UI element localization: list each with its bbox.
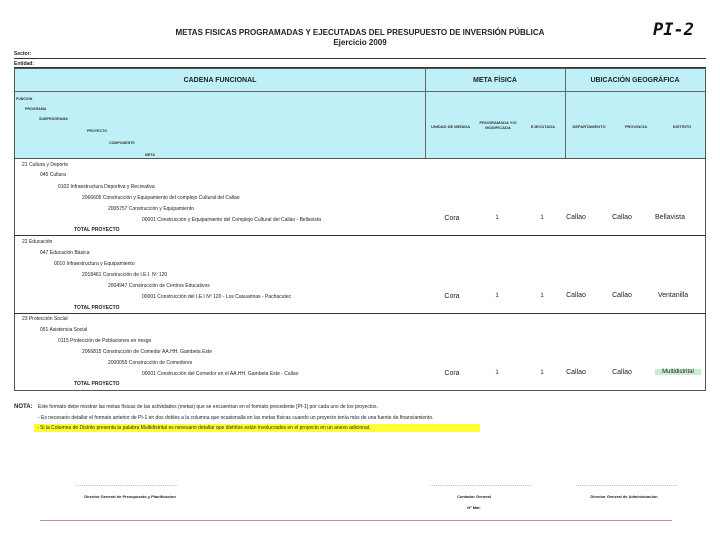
section3-componente: 2000055 Construcción de Comedores (108, 360, 193, 366)
section1-provincia: Callao (612, 214, 632, 221)
section3-meta: 00001 Construcción del Comedor en el AA.HH. Gambeta Este - Callao (142, 371, 299, 377)
section2-provincia: Callao (612, 292, 632, 299)
table-header (14, 68, 706, 159)
form-code: PI-2 (653, 20, 694, 40)
section2-total: TOTAL PROYECTO (74, 305, 120, 311)
level-subprograma: SUBPROGRAMA (39, 117, 68, 121)
section2-ejecutada: 1 (540, 293, 544, 299)
level-componente: COMPONENTE (109, 141, 135, 145)
section3-subprograma: 0115 Protección de Poblaciones en riesgo (58, 338, 152, 344)
level-meta: META (145, 153, 155, 157)
signature-dots-1: ...................................................... (76, 482, 179, 488)
section1-departamento: Callao (566, 214, 586, 221)
section1-programada: 1 (495, 215, 499, 221)
section2-programa: 047 Educación Básica (40, 250, 90, 256)
section1-meta: 00001 Construcción y Equipamiento del Complejo Cultural del Callao - Bellavista (142, 217, 321, 223)
signature-contador: Contador General (457, 494, 491, 499)
section2-unidad: Cora (444, 293, 460, 300)
level-proyecto: PROYECTO (87, 129, 108, 133)
section3-funcion: 23 Protección Social (22, 316, 68, 322)
col-distrito: DISTRITO (672, 124, 692, 129)
nota-label: NOTA: (14, 404, 33, 410)
meta-fisica-header: META FÍSICA (473, 77, 517, 84)
cadena-funcional-header: CADENA FUNCIONAL (183, 77, 257, 84)
section1-funcion: 21 Cultura y Deporte (22, 162, 69, 168)
col-provincia: PROVINCIA (624, 124, 648, 129)
section2-departamento: Callao (566, 292, 586, 299)
section1-total: TOTAL PROYECTO (74, 227, 120, 233)
section2-meta: 00001 Construcción del I.E.I Nº 120 - Los Casuarinas - Pachacutec (142, 294, 292, 300)
section1-proyecto: 2066605 Construcción y Equipamiento del complejo Cultural del Callao (82, 195, 240, 201)
section2-programada: 1 (495, 293, 499, 299)
sector-line (14, 58, 706, 59)
section1-distrito: Bellavista (655, 214, 685, 221)
signature-dots-3: ...................................................... (576, 482, 679, 488)
section1-unidad: Cora (444, 215, 460, 222)
section1-ejecutada: 1 (540, 215, 544, 221)
signature-administracion: Director General de Administración (590, 494, 658, 499)
section3-programa: 051 Asistencia Social (40, 327, 88, 333)
level-programa: PROGRAMA (25, 107, 47, 111)
section3-programada: 1 (495, 370, 499, 376)
signature-dots-2: ...................................................... (430, 482, 533, 488)
section3-unidad: Cora (444, 370, 460, 377)
ubicacion-header: UBICACIÓN GEOGRÁFICA (590, 77, 680, 84)
section-divider (14, 313, 706, 314)
section1-programa: 045 Cultura (40, 172, 66, 178)
report-title: METAS FISICAS PROGRAMADAS Y EJECUTADAS DEL PRESUPUESTO DE INVERSIÓN PÚBLICA (175, 28, 545, 37)
header-divider (15, 91, 705, 92)
section2-funcion: 22 Educación (22, 239, 53, 245)
level-funcion: FUNCION (16, 97, 33, 101)
section2-proyecto: 2018461 Construcción de I.E.I. Nº 120 (82, 272, 168, 278)
section1-subprograma: 0102 Infraestructura Deportiva y Recreativa (58, 184, 155, 190)
section3-ejecutada: 1 (540, 370, 544, 376)
section3-provincia: Callao (612, 369, 632, 376)
report-year: Ejercicio 2009 (333, 38, 387, 47)
col-unidad-medida: UNIDAD DE MEDIDA (430, 124, 471, 129)
note-line-3: - Si la Columna de Distrito presenta la palabra Multidistrital es necesario detallar que distritos están involucrados en el proyecto en un anexo adicional. (34, 424, 480, 432)
note-line-1: Este formato debe mostrar las metas físicas de las actividades (metas) que se encuentran en el formato precedente [PI-1] por cada uno de los proyectos. (38, 404, 378, 410)
section-divider (14, 235, 706, 236)
col-ejecutada: EJECUTADA (530, 124, 556, 129)
signature-presupuesto: Director General de Presupuesto y Planificacion (84, 494, 176, 499)
section2-subprograma: 0010 Infraestructura y Equipamiento (54, 261, 135, 267)
section3-proyecto: 2066815 Construcción de Comedor AA.HH. Gambeta Este (82, 349, 213, 355)
section3-departamento: Callao (566, 369, 586, 376)
section2-componente: 2004947 Construcción de Centros Educativos (108, 283, 210, 289)
col-departamento: DEPARTAMENTO (572, 124, 606, 129)
note-line-2: - Es necesario detallar el formato anterior de PI-1 en dos dobles a la columna que ocasionalla en las metas físicas cuando un proyecto tenía más de una fuente de financiamiento. (38, 415, 434, 421)
entidad-label: Entidad: (14, 61, 34, 67)
col-programada: PROGRAMADA Y/O MODIFICADA (479, 120, 517, 130)
section3-distrito: Multidistrital (655, 369, 701, 375)
section3-total: TOTAL PROYECTO (74, 381, 120, 387)
signature-contador-mat: Nº Mat. (467, 505, 481, 510)
sector-label: Sector: (14, 51, 32, 57)
footer-rule (40, 520, 672, 521)
section2-distrito: Ventanilla (657, 292, 689, 299)
section1-componente: 2005757 Construcción y Equipamiento (108, 206, 194, 212)
